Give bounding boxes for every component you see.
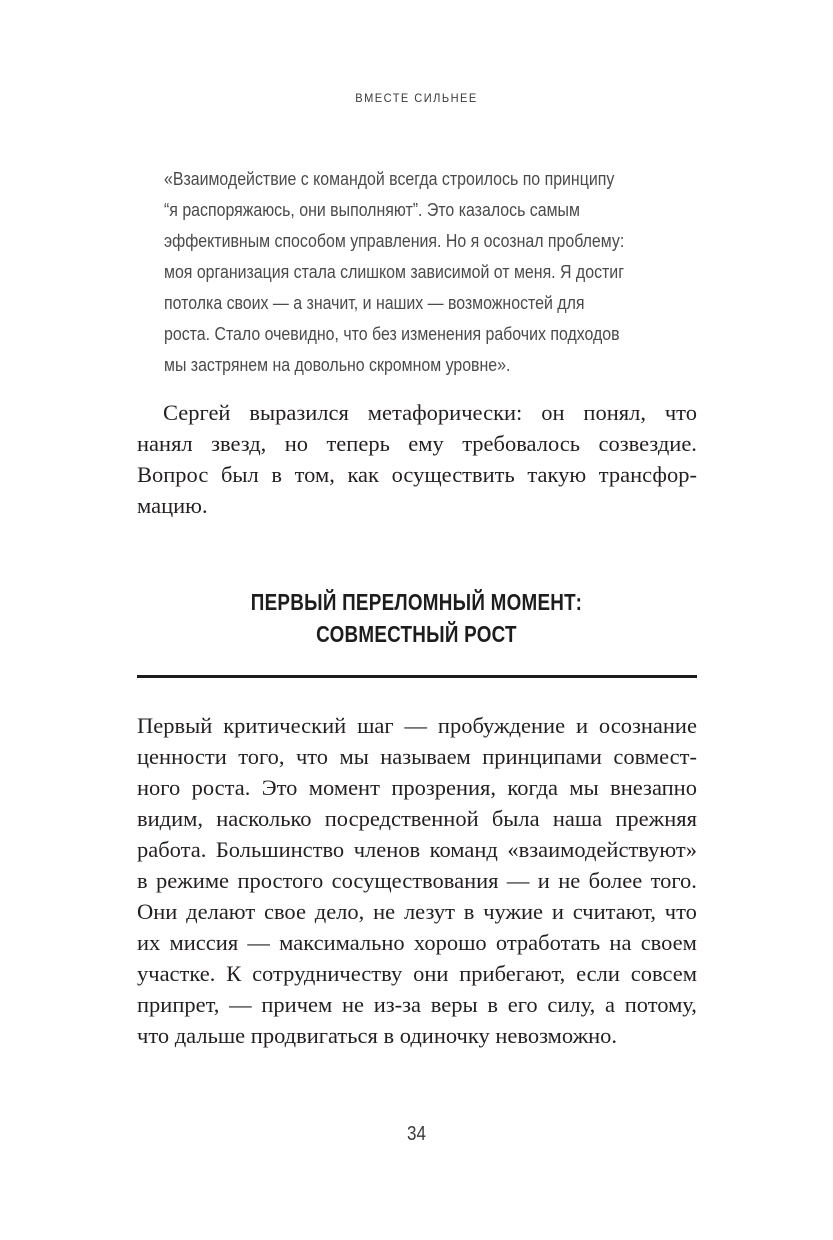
word: понял, <box>583 400 646 425</box>
quote-line: мы застрянем на довольно скромном уровне». <box>164 354 511 375</box>
word: прибегают, <box>459 961 566 986</box>
word: дело, <box>314 899 365 924</box>
word: своем <box>640 930 697 955</box>
body-line <box>137 772 697 803</box>
body-line <box>137 989 697 1020</box>
body-line <box>137 459 697 490</box>
word: ценности <box>137 744 227 769</box>
word: не <box>341 992 364 1017</box>
word: того, <box>238 744 285 769</box>
word: свое <box>263 899 306 924</box>
word: того. <box>650 868 697 893</box>
word: лезут <box>403 899 455 924</box>
word: нанял <box>137 431 193 456</box>
word: пробуждение <box>437 713 566 738</box>
word: членов <box>353 837 421 862</box>
word: если <box>576 961 620 986</box>
body-line <box>137 927 697 958</box>
word: хорошо <box>413 930 487 955</box>
word: и <box>537 868 550 893</box>
word: но <box>284 431 309 456</box>
word: в <box>487 992 498 1017</box>
page-number: 34 <box>407 1123 426 1145</box>
quote-line: потолка своих — а значит, и наших — возможностей для <box>164 292 585 313</box>
word: прозрения, <box>391 775 497 800</box>
word: критический <box>223 713 347 738</box>
body-line: мацию. <box>137 493 208 518</box>
word: работа. <box>137 837 207 862</box>
quote-line: «Взаимодействие с командой всегда строилось по принципу <box>164 168 615 189</box>
word: том, <box>294 462 335 487</box>
word: — <box>229 992 252 1017</box>
word: что <box>664 899 697 924</box>
body-line <box>137 428 697 459</box>
word: — <box>506 868 530 893</box>
word: насколько <box>216 806 312 831</box>
word: участке. <box>137 961 216 986</box>
word: а <box>604 992 615 1017</box>
word: — <box>247 930 270 955</box>
word: видим, <box>137 806 204 831</box>
body-line <box>137 896 697 927</box>
word: трансфор- <box>598 462 697 487</box>
word: припрет, <box>137 992 220 1017</box>
word: сотрудничеству <box>252 961 403 986</box>
word: Это <box>261 775 298 800</box>
body-line <box>137 710 697 741</box>
word: К <box>226 961 242 986</box>
word: когда <box>507 775 559 800</box>
section-heading-line-1: ПЕРВЫЙ ПЕРЕЛОМНЫЙ МОМЕНТ: <box>250 589 583 615</box>
word: принципами <box>482 744 602 769</box>
word: миссия <box>169 930 239 955</box>
paragraph-1 <box>137 397 697 521</box>
word: внезапно <box>610 775 697 800</box>
word: они <box>413 961 449 986</box>
word: сосуществования <box>331 868 499 893</box>
word: веры <box>430 992 478 1017</box>
paragraph-2 <box>137 710 697 1051</box>
word: из-за <box>373 992 422 1017</box>
word: не <box>558 868 581 893</box>
word: в <box>271 462 282 487</box>
word: посредственной <box>324 806 479 831</box>
body-line <box>137 741 697 772</box>
word: роста. <box>191 775 251 800</box>
word: Первый <box>137 713 213 738</box>
word: ему <box>408 431 444 456</box>
body-line <box>137 958 697 989</box>
word: осознание <box>598 713 697 738</box>
word: потому, <box>624 992 697 1017</box>
quote-line: роста. Стало очевидно, что без изменения рабочих подходов <box>164 323 620 344</box>
word: требовалось <box>462 431 581 456</box>
word: простого <box>237 868 324 893</box>
word: его <box>507 992 538 1017</box>
word: прежняя <box>615 806 697 831</box>
word: выразился <box>249 400 349 425</box>
word: что <box>664 400 697 425</box>
word: звезд, <box>211 431 267 456</box>
word: режиме <box>156 868 230 893</box>
body-line: что дальше продвигаться в одиночку невозможно. <box>137 1023 618 1048</box>
word: шаг <box>357 713 394 738</box>
word: силу, <box>547 992 596 1017</box>
section-divider <box>137 675 697 678</box>
word: что <box>295 744 329 769</box>
quote-line: “я распоряжаюсь, они выполняют”. Это казалось самым <box>164 199 580 220</box>
word: мы <box>339 744 369 769</box>
word: в <box>137 868 148 893</box>
word: и <box>551 899 564 924</box>
word: теперь <box>326 431 390 456</box>
quote-block <box>164 163 684 380</box>
body-line <box>137 834 697 865</box>
word: их <box>137 930 161 955</box>
word: ного <box>137 775 181 800</box>
word: созвездие. <box>598 431 697 456</box>
word: он <box>541 400 565 425</box>
word: делают <box>186 899 256 924</box>
word: осуществить <box>391 462 515 487</box>
word: была <box>491 806 540 831</box>
word: метафорически: <box>367 400 523 425</box>
word: отработать <box>495 930 601 955</box>
word: более <box>588 868 643 893</box>
word: Они <box>137 899 178 924</box>
word: чужие <box>483 899 544 924</box>
word: Большинство <box>215 837 345 862</box>
word: — <box>404 713 428 738</box>
word: наша <box>552 806 603 831</box>
word: в <box>463 899 475 924</box>
word: «взаимодействуют» <box>507 837 697 862</box>
section-heading <box>0 586 833 650</box>
word: на <box>609 930 632 955</box>
word: Вопрос <box>137 462 209 487</box>
word: совмест- <box>613 744 697 769</box>
word: момент <box>308 775 380 800</box>
word: считают, <box>572 899 656 924</box>
word: такую <box>527 462 587 487</box>
section-heading-line-2: СОВМЕСТНЫЙ РОСТ <box>316 621 517 647</box>
word: причем <box>261 992 333 1017</box>
word: называем <box>380 744 471 769</box>
word: и <box>575 713 589 738</box>
running-head: ВМЕСТЕ СИЛЬНЕЕ <box>355 91 478 105</box>
word: как <box>347 462 379 487</box>
body-line <box>137 397 697 428</box>
word: максимально <box>279 930 405 955</box>
word: Сергей <box>163 400 231 425</box>
word: мы <box>569 775 599 800</box>
body-line <box>137 803 697 834</box>
word: не <box>373 899 396 924</box>
quote-line: моя организация стала слишком зависимой от меня. Я достиг <box>164 261 625 282</box>
body-line <box>137 865 697 896</box>
quote-line: эффективным способом управления. Но я осознал проблему: <box>164 230 625 251</box>
word: команд <box>429 837 498 862</box>
word: был <box>220 462 259 487</box>
word: совсем <box>630 961 697 986</box>
